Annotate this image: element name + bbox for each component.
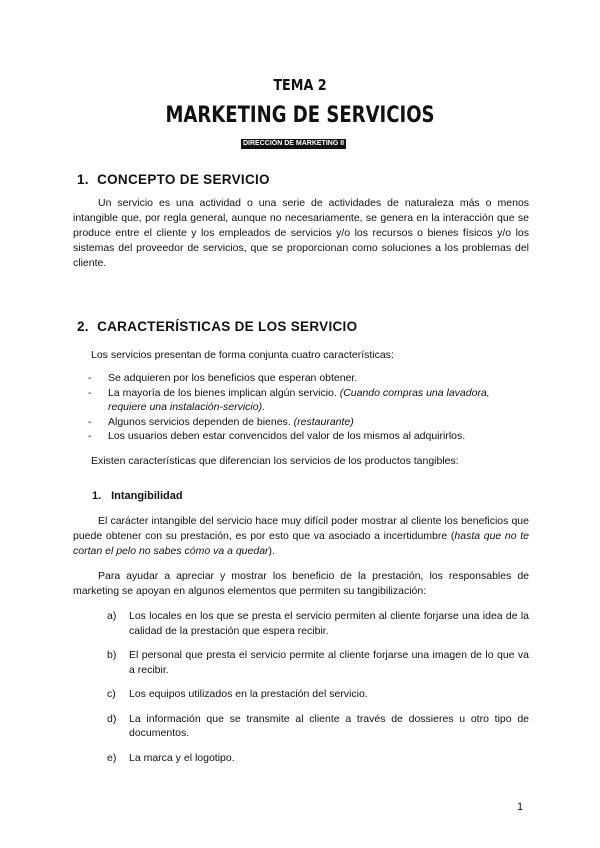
list-item	[88, 371, 530, 386]
section-2-intro: Los servicios presentan de forma conjunta cuatro características:	[91, 349, 394, 361]
list-letter: b)	[107, 649, 117, 661]
list-item-note: (restaurante)	[293, 415, 354, 428]
section-2-outro: Existen características que diferencian los servicios de los productos tangibles:	[91, 455, 459, 467]
list-item	[107, 751, 529, 766]
list-dash: -	[88, 430, 92, 442]
subsection-1-heading	[92, 490, 183, 502]
list-item	[88, 415, 530, 430]
intangibility-example: hasta que no te cortan el pelo no sabes cómo va a quedar	[73, 530, 529, 557]
list-letter: d)	[107, 712, 117, 725]
tema-label: TEMA 2	[273, 76, 327, 94]
section-1-number: 1.	[77, 172, 89, 187]
list-item	[107, 609, 529, 638]
characteristics-list	[88, 371, 530, 444]
list-letter: a)	[107, 610, 117, 622]
tangibilization-list	[107, 609, 529, 775]
list-item-text: Se adquieren por los beneficios que esperan obtener.	[108, 372, 358, 384]
subject-badge: DIRECCIÓN DE MARKETING II	[243, 140, 345, 147]
list-item-text: Los locales en los que se presta el servicio permiten al cliente forjarse una idea de la calidad de la prestación que espera recibir.	[129, 610, 529, 637]
list-item-text: Los equipos utilizados en la prestación del servicio.	[129, 688, 368, 700]
page-title: MARKETING DE SERVICIOS	[165, 103, 435, 128]
list-item-text: La información que se transmite al cliente a través de dossieres u otro tipo de documentos.	[129, 712, 529, 739]
section-2-heading	[77, 319, 357, 334]
tangibilization-paragraph: Para ayudar a apreciar y mostrar los beneficio de la prestación, los responsables de marketing se apoyan en algunos elementos que permiten su tangibilización:	[73, 570, 529, 597]
list-item	[88, 429, 530, 444]
section-2-number: 2.	[77, 319, 89, 334]
list-item	[107, 712, 529, 741]
list-item	[88, 386, 530, 415]
section-1-heading	[77, 172, 270, 187]
subsection-1-number: 1.	[92, 490, 102, 502]
list-letter: c)	[107, 688, 116, 700]
section-1-title: CONCEPTO DE SERVICIO	[97, 172, 270, 187]
list-item-text: La marca y el logotipo.	[129, 751, 235, 764]
list-dash: -	[88, 372, 92, 384]
list-item	[107, 687, 529, 702]
subsection-1-title: Intangibilidad	[111, 490, 183, 502]
list-item-text: El personal que presta el servicio permite al cliente forjarse una imagen de lo que va a recibir.	[129, 649, 529, 676]
intangibility-text: El carácter intangible del servicio hace muy difícil poder mostrar al cliente los beneficios que puede obtener con su prestación, es por esto que va asociado a incertidumbre (	[73, 515, 529, 542]
list-item	[107, 648, 529, 677]
list-item-text: Algunos servicios dependen de bienes.	[108, 415, 294, 428]
list-dash: -	[88, 386, 92, 399]
intangibility-end: ).	[268, 545, 275, 557]
list-item-text: Los usuarios deben estar convencidos del valor de los mismos al adquirirlos.	[108, 430, 466, 442]
list-dash: -	[88, 415, 92, 428]
list-item-note: (Cuando compras una lavadora, requiere una instalación-servicio).	[108, 386, 490, 413]
section-1-paragraph: Un servicio es una actividad o una serie de actividades de naturaleza más o menos intangible que, por regla general, aunque no necesariamente, se genera en la interacción que se produce entre el cliente y los empleados de servicios y/o los recursos o bienes físicos y/o los sistemas del proveedor de servicios, que se proporcionan como soluciones a los problemas del cliente.	[73, 197, 529, 269]
list-item-text: La mayoría de los bienes implican algún servicio.	[108, 386, 340, 399]
list-letter: e)	[107, 751, 117, 764]
page-number: 1	[517, 801, 524, 813]
section-2-title: CARACTERÍSTICAS DE LOS SERVICIO	[97, 319, 358, 334]
intangibility-paragraph	[73, 514, 529, 559]
